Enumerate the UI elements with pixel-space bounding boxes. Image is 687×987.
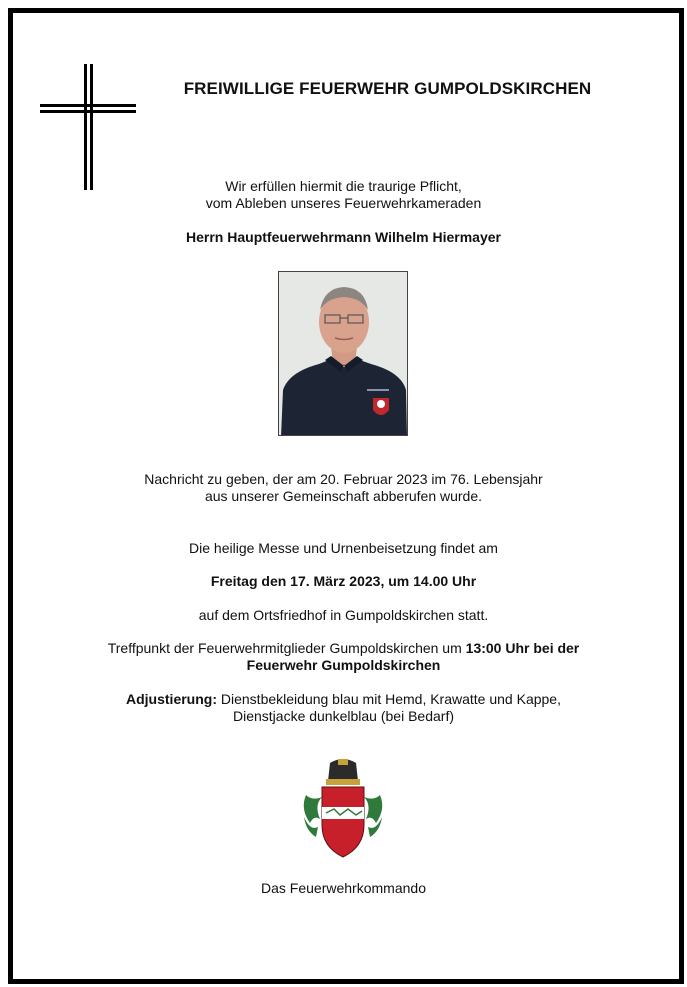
dress-text: Dienstbekleidung blau mit Hemd, Krawatte und Kappe, bbox=[217, 691, 561, 707]
page-title: FREIWILLIGE FEUERWEHR GUMPOLDSKIRCHEN bbox=[183, 79, 592, 98]
signature: Das Feuerwehrkommando bbox=[261, 880, 426, 896]
intro-line-1: Wir erfüllen hiermit die traurige Pflicht, bbox=[225, 178, 462, 194]
meeting-place: Feuerwehr Gumpoldskirchen bbox=[246, 657, 441, 673]
meeting-line-1 bbox=[0, 640, 687, 657]
news-line-2: aus unserer Gemeinschaft abberufen wurde. bbox=[204, 488, 483, 504]
intro-line-2: vom Ableben unseres Feuerwehrkameraden bbox=[205, 195, 482, 211]
meeting-prefix: Treffpunkt der Feuerwehrmitglieder Gumpoldskirchen um bbox=[107, 640, 466, 656]
dress-line-1 bbox=[0, 691, 687, 708]
service-date: Freitag den 17. März 2023, um 14.00 Uhr bbox=[210, 573, 477, 589]
dress-label: Adjustierung: bbox=[126, 691, 217, 707]
portrait-photo bbox=[278, 271, 408, 436]
deceased-name: Herrn Hauptfeuerwehrmann Wilhelm Hiermayer bbox=[186, 229, 501, 245]
coat-of-arms-emblem bbox=[300, 757, 386, 859]
service-place: auf dem Ortsfriedhof in Gumpoldskirchen statt. bbox=[198, 607, 489, 623]
service-line: Die heilige Messe und Urnenbeisetzung findet am bbox=[189, 540, 498, 556]
meeting-time: 13:00 Uhr bei der bbox=[465, 640, 580, 656]
dress-line-2: Dienstjacke dunkelblau (bei Bedarf) bbox=[232, 708, 454, 724]
news-line-1: Nachricht zu geben, der am 20. Februar 2023 im 76. Lebensjahr bbox=[144, 471, 543, 487]
